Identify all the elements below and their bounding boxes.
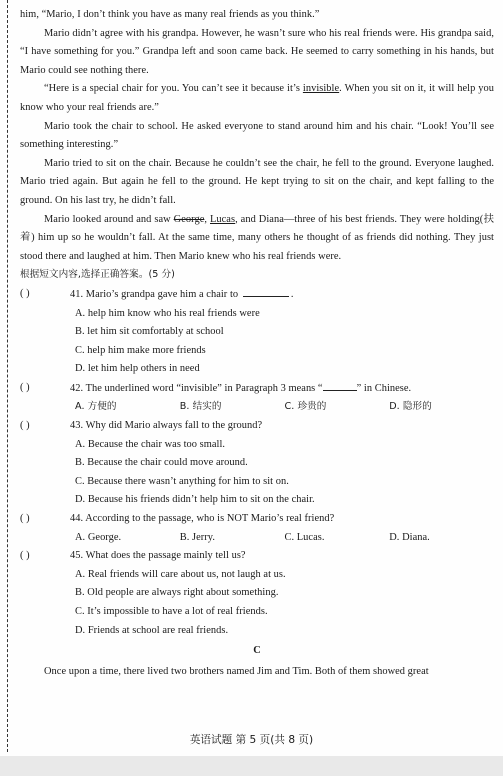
question-41-stem-text: 41. Mario’s grandpa gave him a chair to [70,288,239,300]
question-42-stem-b: ” in Chinese. [356,382,412,394]
passage-paragraph-3 [20,80,494,117]
underlined-word-invisible: invisible [302,83,340,95]
paragraph-6-text-a: Mario looked around and saw [44,213,174,225]
option-d: D. Friends at school are real friends. [75,624,229,636]
question-stem: 45. What does the passage mainly tell us? [70,550,246,562]
question-43 [20,417,494,436]
answer-blank [323,379,357,391]
answer-bracket[interactable]: ( ) [20,513,30,525]
passage-paragraph-5: Mario tried to sit on the chair. Because he couldn’t see the chair, he fell to the ground. Everyone laughed. Mario tried again. But again he fell to the ground. He kept trying to sit on the chair, and kept falling to the ground. On his last try, he didn’t fall. [20,157,494,206]
option-d: D. Because his friends didn’t help him to sit on the chair. [75,494,315,506]
question-45 [20,547,494,566]
question-41-stem-end: . [290,288,294,300]
option-c: C. It’s impossible to have a lot of real friends. [75,606,268,617]
crossed-out-name-george: George [173,213,205,225]
paragraph-3-text-a: “Here is a special chair for you. You can’t see it because it’s [44,83,303,95]
option-a: A. Because the chair was too small. [75,438,226,450]
passage-paragraph-4: Mario took the chair to school. He asked everyone to stand around him and his chair. “Look! You’ll see something interesting.” [20,120,494,151]
passage-paragraph-6 [20,211,494,267]
option-a: A. George. [75,531,122,543]
name-separator: , [204,213,210,225]
option-c: C. Because there wasn’t anything for him to sit on. [75,475,289,487]
passage-line: him, “Mario, I don’t think you have as many real friends as you think.” [20,9,320,20]
option-b: B. 结实的 [179,401,222,413]
option-d: D. Diana. [389,531,430,543]
option-b: B. let him sit comfortably at school [75,326,224,338]
answer-bracket[interactable]: ( ) [20,420,30,432]
question-stem: 44. According to the passage, who is NOT Mario’s real friend? [70,513,335,525]
question-42 [20,379,494,399]
option-d: D. 隐形的 [389,401,432,413]
option-c: C. 珍贵的 [284,401,327,413]
option-c: C. Lucas. [284,531,325,543]
option-a: A. help him know who his real friends were [75,307,260,319]
option-a: A. 方便的 [75,401,117,413]
binding-dash-line [7,0,8,752]
answer-bracket[interactable]: ( ) [20,287,30,299]
answer-blank [243,285,289,297]
question-41 [20,285,494,305]
bottom-margin-band [0,756,503,776]
question-stem [70,285,494,305]
page-content [20,6,494,681]
passage-paragraph-2: Mario didn’t agree with his grandpa. However, he wasn’t sure who his real friends were. His grandpa said, “I have something for you.” Grandpa left and soon came back. He seemed to carry something in his hands, but Mario could see nothing there. [20,27,494,76]
paragraph-3-text-b: . When you sit on it, it will help you know who your real friends are.” [20,83,495,113]
page-footer: 英语试题 第 5 页(共 8 页) [189,734,314,746]
question-44-options [75,529,494,548]
option-b: B. Old people are always right about something. [75,587,279,599]
option-a: A. Real friends will care about us, not laugh at us. [75,568,286,580]
question-stem: 43. Why did Mario always fall to the ground? [70,420,263,432]
question-42-stem-a: 42. The underlined word “invisible” in Paragraph 3 means “ [70,382,323,394]
question-stem [70,379,494,399]
section-instruction: 根据短文内容,选择正确答案。(5 分) [20,269,175,281]
question-42-options [75,398,494,417]
underlined-name-lucas: Lucas [210,213,236,225]
option-b: B. Jerry. [179,531,216,543]
option-d: D. let him help others in need [75,363,200,375]
answer-bracket[interactable]: ( ) [20,381,30,393]
answer-bracket[interactable]: ( ) [20,550,30,562]
option-c: C. help him make more friends [75,344,206,356]
paragraph-6-text-b: , and Diana—three of his best friends. They were holding(扶着) him up so he wouldn’t fall. At the same time, many others he thought of as friends did nothing. They just stood there and laughed at him. Then Mario knew who his real friends were. [20,213,495,262]
option-b: B. Because the chair could move around. [75,457,248,469]
question-44 [20,510,494,529]
section-c-heading: C [253,645,261,657]
section-c-first-line: Once upon a time, there lived two brothers named Jim and Tim. Both of them showed great [44,665,429,677]
